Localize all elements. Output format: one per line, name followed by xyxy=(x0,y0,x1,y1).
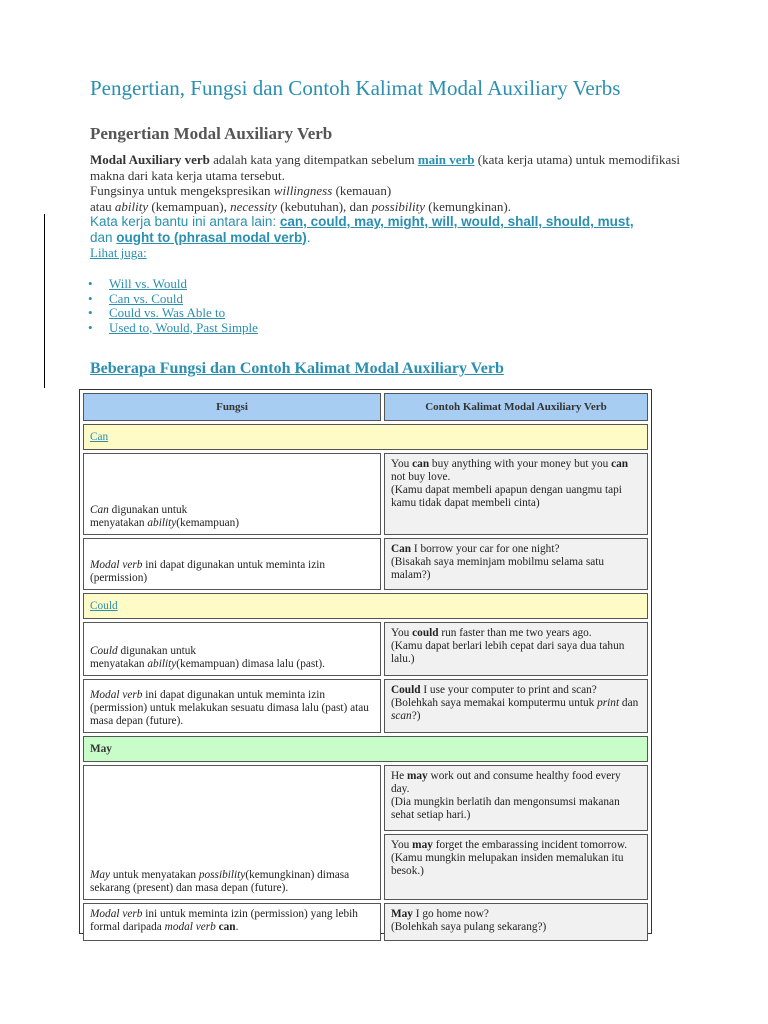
header-fungsi: Fungsi xyxy=(83,393,381,421)
page-title: Pengertian, Fungsi dan Contoh Kalimat Modal Auxiliary Verbs xyxy=(90,76,621,100)
table-row: You may forget the embarassing incident tomorrow. (Kamu mungkin melupakan insiden memalukan itu besok.) xyxy=(83,834,648,900)
table-row: Could digunakan untuk menyatakan ability(kemampuan) dimasa lalu (past). You could run faster than me two years ago. (Kamu dapat berlari lebih cepat dari saya dua tahun lalu.) xyxy=(83,622,648,676)
section-link-could[interactable]: Could xyxy=(90,599,118,612)
modal-table xyxy=(79,389,652,934)
section-link-can[interactable]: Can xyxy=(90,430,109,443)
margin-line xyxy=(44,214,45,388)
term-modal-auxiliary: Modal Auxiliary verb xyxy=(90,152,210,167)
table-row: Modal verb ini dapat digunakan untuk meminta izin (permission) Can I borrow your car for one night? (Bisakah saya meminjam mobilmu selama satu malam?) xyxy=(83,538,648,590)
related-link-item[interactable]: • Used to, Would, Past Simple xyxy=(90,321,258,336)
section-label-may: May xyxy=(90,742,112,755)
section-heading-pengertian: Pengertian Modal Auxiliary Verb xyxy=(90,124,333,143)
intro-paragraph: Modal Auxiliary verb adalah kata yang ditempatkan sebelum main verb (kata kerja utama) untuk memodifikasi makna dari kata kerja utama tersebut. Fungsinya untuk mengekspresikan willingness (kemauan) atau ability (kemampuan), necessity (kebutuhan), dan possibility (kemungkinan). Kata kerja bantu ini antara lain: can, could, may, might, will, would, shall, should, must, dan ought to (phrasal modal verb). Lihat juga: xyxy=(90,152,690,261)
table-row: May untuk menyatakan possibility(kemungkinan) dimasa sekarang (present) dan masa depan (future). He may work out and consume healthy food every day. (Dia mungkin berlatih dan mengonsumsi makanan sehat setiap hari.) xyxy=(83,765,648,831)
related-link-item[interactable]: • Will vs. Would xyxy=(90,277,258,292)
main-verb-link[interactable]: main verb xyxy=(417,152,475,167)
header-contoh: Contoh Kalimat Modal Auxiliary Verb xyxy=(384,393,648,421)
section-row-could xyxy=(83,593,648,619)
related-links-list xyxy=(90,277,258,335)
related-link-item[interactable]: • Can vs. Could xyxy=(90,292,258,307)
modal-list-text: Kata kerja bantu ini antara lain: can, could, may, might, will, would, shall, should, must, dan ought to (phrasal modal verb). xyxy=(90,214,634,245)
related-link-item[interactable]: • Could vs. Was Able to xyxy=(90,306,258,321)
section-row-may xyxy=(83,736,648,762)
lihat-juga-label: Lihat juga: xyxy=(90,245,147,260)
section-row-can xyxy=(83,424,648,450)
section-heading-fungsi[interactable]: Beberapa Fungsi dan Contoh Kalimat Modal Auxiliary Verb xyxy=(90,360,504,377)
table-row: Modal verb ini untuk meminta izin (permission) yang lebih formal daripada modal verb can. May I go home now? (Bolehkah saya pulang sekarang?) xyxy=(83,903,648,941)
table-row: Can digunakan untuk menyatakan ability(kemampuan) You can buy anything with your money but you can not buy love. (Kamu dapat membeli apapun dengan uangmu tapi kamu tidak dapat membeli cinta) xyxy=(83,453,648,535)
table-row: Modal verb ini dapat digunakan untuk meminta izin (permission) untuk melakukan sesuatu dimasa lalu (past) atau masa depan (future). Could I use your computer to print and scan? (Bolehkah saya memakai komputermu untuk print dan scan?) xyxy=(83,679,648,733)
table-header-row xyxy=(83,393,648,421)
